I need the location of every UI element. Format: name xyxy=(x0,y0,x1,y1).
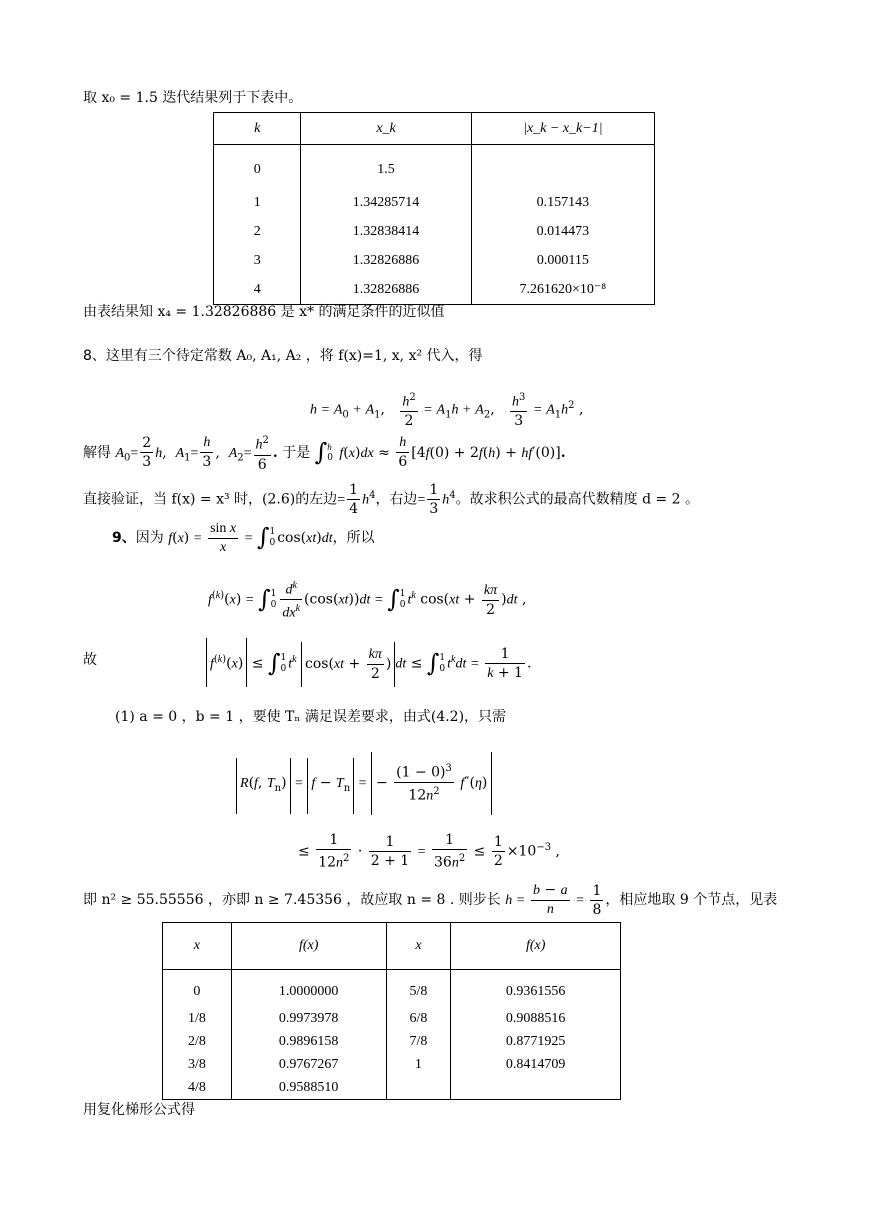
cell-k: 0 xyxy=(214,145,301,189)
cell-f1: 0.9896158 xyxy=(231,1030,386,1053)
header-fx-1: f(x) xyxy=(231,923,386,970)
cell-x: 1.5 xyxy=(301,145,471,189)
hence-label: 故 xyxy=(83,652,97,668)
solve-label: 解得 xyxy=(83,444,111,461)
problem-9-label: 9、 xyxy=(112,530,136,546)
cell-x1: 1/8 xyxy=(163,1007,232,1030)
iteration-table xyxy=(213,112,655,305)
cell-x1: 4/8 xyxy=(163,1076,232,1100)
then-label: 于是 xyxy=(282,444,311,461)
cell-x1: 3/8 xyxy=(163,1053,232,1076)
intro-text: 取 x₀ = 1.5 迭代结果列于下表中。 xyxy=(83,90,303,106)
footer-text: 用复化梯形公式得 xyxy=(83,1102,195,1118)
bound-equation: $f^{(k)}(x)$ ≤ ∫ 1 0 $t^k$ cos(xt + $\frac{k\pi}{2}$ ) dt ≤ ∫ 1 0 $t^kdt$ = $\frac{1}{k + 1}$ . xyxy=(206,638,531,687)
right-side-text: ，右边 xyxy=(375,491,418,508)
cell-x2: 6/8 xyxy=(386,1007,451,1030)
cell-k: 2 xyxy=(214,217,301,246)
function-value-table xyxy=(162,922,621,1100)
derivative-equation: $f^{(k)}(x)$ = ∫ 1 0 $\frac{d^k}{dx^k}$ (cos(xt))dt = ∫ 1 0 $t^k$ cos(xt + $\frac{k\pi}{2}$ )dt , xyxy=(208,574,526,623)
table-row xyxy=(163,1007,621,1030)
cell-x: 1.32826886 xyxy=(301,275,471,305)
step-size-line: 即 n² ≥ 55.55556 ，亦即 n ≥ 7.45356 ，故应取 n = 8 . 则步长 h = $\frac{b - a}{n}$ = $\frac{1}{8}$ ，相应地取 9 个节点，见表 xyxy=(83,882,778,918)
cell-f1: 0.9973978 xyxy=(231,1007,386,1030)
table-row xyxy=(214,246,655,275)
header-xk: x_k xyxy=(301,113,471,145)
table-row xyxy=(214,217,655,246)
table-row xyxy=(163,1053,621,1076)
step-text: 即 n² ≥ 55.55556 ，亦即 n ≥ 7.45356 ，故应取 n = 8 . 则步长 xyxy=(83,892,501,908)
header-fx-2: f(x) xyxy=(451,923,621,970)
verify-end-text: 。故求积公式的最高代数精度 d = 2 。 xyxy=(455,491,700,508)
table-row xyxy=(214,188,655,217)
cell-diff: 0.157143 xyxy=(471,188,654,217)
equation-system: $h = A_0 + A_1$, $\frac{h^2}{2}$ = $A_1h + A_2$, $\frac{h^3}{3}$ = $A_1h^2$ , xyxy=(310,386,583,435)
problem-9-intro: 9、因为 f(x) = $\frac{\text{sin x}}{x}$ = ∫ 1 0 cos(xt)dt，所以 xyxy=(112,520,375,555)
item-1-text: (1) a = 0 ，b = 1 ，要使 Tₙ 满足误差要求，由式(4.2)，只需 xyxy=(115,709,507,725)
cell-x2 xyxy=(386,1076,451,1100)
problem-8-intro xyxy=(83,346,483,366)
cell-diff xyxy=(471,145,654,189)
cell-x2: 1 xyxy=(386,1053,451,1076)
cell-k: 4 xyxy=(214,275,301,305)
header-k: k xyxy=(214,113,301,145)
cell-x: 1.32826886 xyxy=(301,246,471,275)
table-row xyxy=(214,275,655,305)
step-end-text: ，相应地取 9 个节点，见表 xyxy=(605,892,778,908)
cell-f2: 0.8771925 xyxy=(451,1030,621,1053)
cell-f2: 0.9361556 xyxy=(451,970,621,1008)
cell-x1: 0 xyxy=(163,970,232,1008)
problem-8-label: 8、 xyxy=(83,348,106,364)
table-row xyxy=(163,1076,621,1100)
cell-f2: 0.9088516 xyxy=(451,1007,621,1030)
cell-f2: 0.8414709 xyxy=(451,1053,621,1076)
cell-k: 1 xyxy=(214,188,301,217)
so-label: ，所以 xyxy=(332,530,375,546)
cell-f1: 0.9588510 xyxy=(231,1076,386,1100)
inequality-equation: ≤ $\frac{1}{12n^2}$ · $\frac{1}{2 + 1}$ = $\frac{1}{36n^2}$ ≤ $\frac{1}{2}$ $\times 10^{-3}$ , xyxy=(298,831,560,871)
because-label: 因为 xyxy=(135,530,164,546)
table-row xyxy=(163,1030,621,1053)
problem-8-text: 这里有三个待定常数 A₀, A₁, A₂ ，将 f(x)=1, x, x² 代入，得 xyxy=(105,348,483,364)
table-row xyxy=(163,970,621,1008)
cell-k: 3 xyxy=(214,246,301,275)
cell-f2 xyxy=(451,1076,621,1100)
cell-x2: 5/8 xyxy=(386,970,451,1008)
header-x-2: x xyxy=(386,923,451,970)
cell-x: 1.34285714 xyxy=(301,188,471,217)
cell-x: 1.32838414 xyxy=(301,217,471,246)
cell-f1: 1.0000000 xyxy=(231,970,386,1008)
cell-x2: 7/8 xyxy=(386,1030,451,1053)
cell-diff: 0.000115 xyxy=(471,246,654,275)
verify-text: 直接验证，当 f(x) = x³ 时，(2.6)的左边 xyxy=(83,491,338,508)
error-equation: R(f, $T_n) = f - T_n$ = − $\frac{(1 - 0)^3}{12n^2}$ f″(η) xyxy=(236,752,492,815)
conclusion-text: 由表结果知 x₄ = 1.32826886 是 x* 的满足条件的近似值 xyxy=(83,304,445,320)
cell-diff: 0.014473 xyxy=(471,217,654,246)
cell-f1: 0.9767267 xyxy=(231,1053,386,1076)
header-x-1: x xyxy=(163,923,232,970)
cell-diff: 7.261620×10⁻⁸ xyxy=(471,275,654,305)
table-row xyxy=(214,145,655,189)
verify-line: 直接验证，当 f(x) = x³ 时，(2.6)的左边= $\frac{1}{4}$ $h^4$，右边= $\frac{1}{3}$ $h^4$。故求积公式的最高代数精度 d = 2 。 xyxy=(83,482,700,518)
solution-line: 解得 $A_0=$ $\frac{2}{3}$ h, $A_1=$ $\frac{h}{3}$ , $A_2=$ $\frac{h^2}{6}$ . 于是 ∫ h 0 f(x)dx ≈ $\frac{h}{6}$ [4f(0) + 2f(h) + hf′(0)]. xyxy=(83,432,566,479)
cell-x1: 2/8 xyxy=(163,1030,232,1053)
header-diff: |x_k − x_k−1| xyxy=(471,113,654,145)
